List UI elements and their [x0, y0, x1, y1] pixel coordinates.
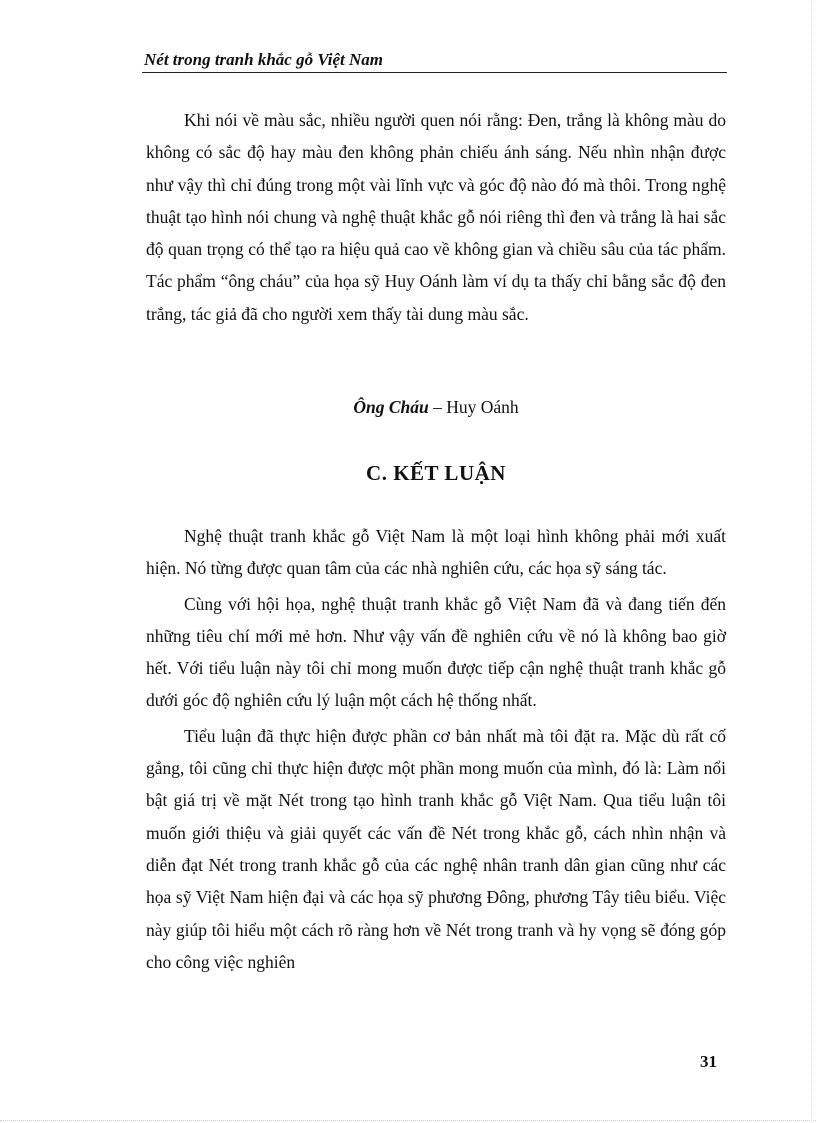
- header-title: Nét trong tranh khắc gỗ Việt Nam: [144, 50, 383, 69]
- caption-title: Ông Cháu: [353, 397, 429, 417]
- conclusion-paragraph: Nghệ thuật tranh khắc gỗ Việt Nam là một loại hình không phải mới xuất hiện. Nó từng được quan tâm của các nhà nghiên cứu, các họa sỹ sáng tác.: [146, 526, 726, 579]
- caption-separator: –: [428, 397, 447, 417]
- intro-paragraph: Khi nói về màu sắc, nhiều người quen nói rằng: Đen, trắng là không màu do không có sắc độ hay màu đen không phản chiếu ánh sáng. Nếu nhìn nhận được như vậy thì chỉ đúng trong một vài lĩnh vực và góc độ nào đó mà thôi. Trong nghệ thuật tạo hình nói chung và nghệ thuật khắc gỗ nói riêng thì đen và trắng là hai sắc độ quan trọng có thể tạo ra hiệu quả cao về không gian và chiều sâu của tác phẩm. Tác phẩm “ông cháu” của họa sỹ Huy Oánh làm ví dụ ta thấy chỉ bằng sắc độ đen trắng, tác giả đã cho người xem thấy tài dung màu sắc.: [146, 110, 726, 324]
- conclusion-paragraph: Tiểu luận đã thực hiện được phần cơ bản nhất mà tôi đặt ra. Mặc dù rất cố gắng, tôi cũng chỉ thực hiện được một phần mong muốn của mình, đó là: Làm nổi bật giá trị về mặt Nét trong tạo hình tranh khắc gỗ Việt Nam. Qua tiểu luận tôi muốn giới thiệu và giải quyết các vấn đề Nét trong khắc gỗ, cách nhìn nhận và diễn đạt Nét trong tranh khắc gỗ của các nghệ nhân tranh dân gian cũng như các họa sỹ Việt Nam hiện đại và các họa sỹ phương Đông, phương Tây tiêu biểu. Việc này giúp tôi hiểu một cách rõ ràng hơn về Nét trong tranh và hy vọng sẽ đóng góp cho công việc nghiên: [146, 725, 726, 972]
- running-header: [142, 48, 727, 73]
- page-number: 31: [700, 1052, 717, 1071]
- figure-caption: [146, 393, 726, 421]
- conclusion-paragraph: Cùng với hội họa, nghệ thuật tranh khắc gỗ Việt Nam đã và đang tiến đến những tiêu chí mới mẻ hơn. Như vậy vấn đề nghiên cứu về nó là không bao giờ hết. Với tiểu luận này tôi chỉ mong muốn được tiếp cận nghệ thuật tranh khắc gỗ dưới góc độ nghiên cứu lý luận một cách hệ thống nhất.: [146, 593, 726, 711]
- conclusion-section: [146, 520, 726, 978]
- section-heading: C. KẾT LUẬN: [366, 461, 506, 485]
- caption-author: Huy Oánh: [446, 397, 519, 417]
- intro-section: [146, 104, 726, 330]
- right-dotted-border: [811, 0, 812, 1123]
- bottom-dotted-border: [0, 1120, 816, 1121]
